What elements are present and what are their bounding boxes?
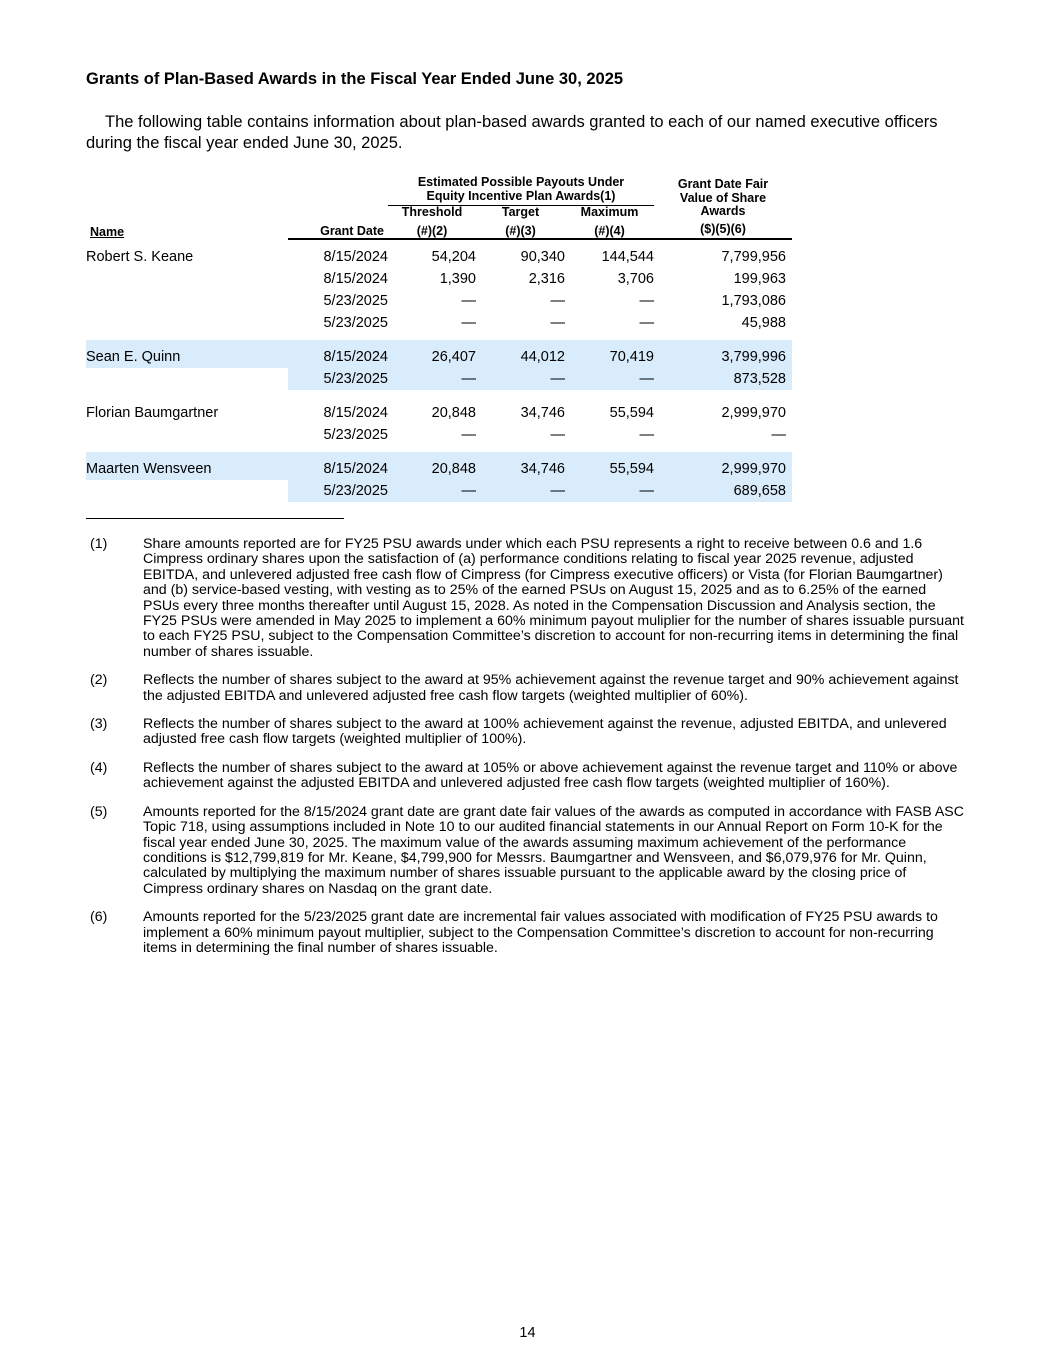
- table-row: [86, 368, 792, 390]
- cell-maximum: —: [639, 315, 654, 331]
- footnote: [86, 717, 966, 748]
- table-row: [86, 239, 792, 268]
- cell-fair-value: 199,963: [733, 271, 786, 287]
- cell-maximum: 70,419: [565, 340, 654, 368]
- cell-name: Florian Baumgartner: [86, 405, 219, 421]
- col-header-threshold: Threshold (#)(2): [388, 206, 476, 239]
- footnote-text: Reflects the number of shares subject to the award at 95% achievement against the revenue target and 90% achievement against the adjusted EBITDA and unlevered adjusted free cash flow targets (weighted multiplier of 60%).: [143, 672, 959, 704]
- cell-threshold: —: [461, 427, 476, 443]
- cell-maximum: 3,706: [617, 271, 654, 287]
- cell-fair-value: 45,988: [741, 315, 786, 331]
- footnote: [86, 910, 966, 956]
- footnote-divider: [86, 518, 344, 519]
- cell-maximum: —: [639, 427, 654, 443]
- cell-grant-date: 5/23/2025: [288, 480, 388, 502]
- cell-grant-date: 5/23/2025: [323, 293, 388, 309]
- cell-name: Sean E. Quinn: [86, 340, 288, 368]
- cell-threshold: 26,407: [388, 340, 476, 368]
- cell-name: [86, 290, 288, 312]
- footnote: [86, 805, 966, 897]
- cell-maximum: —: [565, 368, 654, 390]
- table-group-header-row: [86, 172, 792, 206]
- cell-target: —: [476, 368, 565, 390]
- table-row: [86, 268, 792, 290]
- cell-threshold: 20,848: [431, 405, 476, 421]
- cell-grant-date: 8/15/2024: [323, 271, 388, 287]
- cell-maximum: —: [565, 480, 654, 502]
- footnote-text: Share amounts reported are for FY25 PSU awards under which each PSU represents a right to receive between 0.6 and 1.6 Cimpress ordinary shares upon the satisfaction of (a) performance conditions relating to fiscal year 2025 revenue, adjusted EBITDA, and unlevered adjusted free cash flow of Cimpress (for Cimpress executive officers) or Vista (for Florian Baumgartner) and (b) service-based vesting, with vesting as to 25% of the earned PSUs on August 15, 2025 and as to 6.25% of the earned PSUs every three months thereafter until August 15, 2028. As noted in the Compensation Discussion and Analysis section, the FY25 PSUs were amended in May 2025 to implement a 60% minimum payout muliplier for the number of shares issuable pursuant to each FY25 PSU, subject to the Compensation Committee’s discretion to account for non-recurring items in determining the final number of shares issuable.: [143, 536, 964, 660]
- cell-target: 44,012: [476, 340, 565, 368]
- cell-target: 90,340: [520, 249, 565, 265]
- table-body: [86, 239, 792, 502]
- cell-fair-value: 689,658: [654, 480, 792, 502]
- footnote-marker: (3): [90, 716, 108, 733]
- cell-target: —: [550, 293, 565, 309]
- footnote-marker: (4): [90, 759, 108, 776]
- footnote-marker: (6): [90, 909, 108, 926]
- cell-grant-date: 5/23/2025: [323, 427, 388, 443]
- cell-grant-date: 5/23/2025: [288, 368, 388, 390]
- cell-threshold: 1,390: [439, 271, 476, 287]
- footnotes: [86, 537, 966, 969]
- cell-name: [86, 368, 288, 390]
- cell-threshold: —: [388, 480, 476, 502]
- col-header-grant-date: Grant Date: [288, 206, 388, 239]
- cell-fair-value: 1,793,086: [721, 293, 786, 309]
- table-row: [86, 396, 792, 424]
- footnote-marker: (5): [90, 803, 108, 820]
- cell-maximum: 55,594: [609, 405, 654, 421]
- cell-target: 34,746: [476, 452, 565, 480]
- cell-name: [86, 268, 288, 290]
- footnote: [86, 673, 966, 704]
- footnote-text: Reflects the number of shares subject to the award at 100% achievement against the revenue, adjusted EBITDA, and unlevered adjusted free cash flow targets (weighted multiplier of 100%).: [143, 716, 947, 748]
- cell-threshold: 20,848: [388, 452, 476, 480]
- footnote: [86, 761, 966, 792]
- group-header: Estimated Possible Payouts Under Equity Incentive Plan Awards(1): [388, 172, 654, 206]
- footnote-text: Amounts reported for the 5/23/2025 grant date are incremental fair values associated with modification of FY25 PSU awards to implement a 60% minimum payout multiplier, subject to the Compensation Committee’s discretion to account for non-recurring items in determining the final number of shares issuable.: [143, 909, 938, 956]
- cell-fair-value: 2,999,970: [721, 405, 786, 421]
- table-row: [86, 340, 792, 368]
- table-row: [86, 424, 792, 446]
- cell-fair-value: 2,999,970: [654, 452, 792, 480]
- cell-grant-date: 8/15/2024: [288, 452, 388, 480]
- table-row: [86, 312, 792, 334]
- cell-maximum: 144,544: [601, 249, 654, 265]
- cell-name: Maarten Wensveen: [86, 452, 288, 480]
- cell-fair-value: 7,799,956: [721, 249, 786, 265]
- cell-fair-value: 3,799,996: [654, 340, 792, 368]
- cell-target: —: [476, 480, 565, 502]
- col-header-target: Target (#)(3): [476, 206, 565, 239]
- cell-target: —: [550, 315, 565, 331]
- table-row: [86, 452, 792, 480]
- col-header-name: Name: [90, 224, 125, 239]
- footnote-marker: (1): [90, 536, 108, 552]
- cell-threshold: —: [461, 315, 476, 331]
- cell-name: [86, 312, 288, 334]
- cell-name: [86, 424, 288, 446]
- intro-paragraph: The following table contains information about plan-based awards granted to each of our named executive officers during the fiscal year ended June 30, 2025.: [86, 113, 938, 152]
- cell-maximum: —: [639, 293, 654, 309]
- table-row: [86, 290, 792, 312]
- footnote-text: Reflects the number of shares subject to the award at 105% or above achievement against the revenue target and 110% or above achievement against the adjusted EBITDA and unlevered adjusted free cash flow targets (weighted multiplier of 160%).: [143, 759, 958, 792]
- cell-fair-value: —: [771, 427, 786, 443]
- footnote: [86, 537, 966, 660]
- cell-target: 2,316: [528, 271, 565, 287]
- cell-grant-date: 8/15/2024: [288, 340, 388, 368]
- table-row: [86, 480, 792, 502]
- cell-target: —: [550, 427, 565, 443]
- cell-name: Robert S. Keane: [86, 248, 194, 265]
- cell-grant-date: 8/15/2024: [323, 249, 388, 265]
- cell-grant-date: 5/23/2025: [323, 315, 388, 331]
- grants-table: [86, 172, 792, 502]
- cell-grant-date: 8/15/2024: [323, 405, 388, 421]
- cell-maximum: 55,594: [565, 452, 654, 480]
- grant-date-fair-value-header: Grant Date Fair Value of Share Awards ($)(5)(6): [654, 172, 792, 239]
- cell-fair-value: 873,528: [654, 368, 792, 390]
- cell-target: 34,746: [520, 405, 565, 421]
- cell-threshold: —: [461, 293, 476, 309]
- cell-name: [86, 480, 288, 502]
- section-title: Grants of Plan-Based Awards in the Fiscal Year Ended June 30, 2025: [86, 70, 624, 88]
- cell-threshold: —: [388, 368, 476, 390]
- cell-threshold: 54,204: [431, 249, 476, 265]
- col-header-maximum: Maximum (#)(4): [565, 206, 654, 239]
- footnote-marker: (2): [90, 672, 108, 689]
- page-number: 14: [519, 1325, 536, 1341]
- footnote-text: Amounts reported for the 8/15/2024 grant date are grant date fair values of the awards as computed in accordance with FASB ASC Topic 718, using assumptions included in Note 10 to our audited financial statements in our Annual Report on Form 10-K for the fiscal year ended June 30, 2025. The maximum value of the awards assuming maximum achievement of the performance conditions is $12,799,819 for Mr. Keane, $4,799,900 for Messrs. Baumgartner and Wensveen, and $6,079,976 for Mr. Quinn, calculated by multiplying the maximum number of shares issuable pursuant to the applicable award by the closing price of Cimpress ordinary shares on Nasdaq on the grant date.: [143, 803, 964, 897]
